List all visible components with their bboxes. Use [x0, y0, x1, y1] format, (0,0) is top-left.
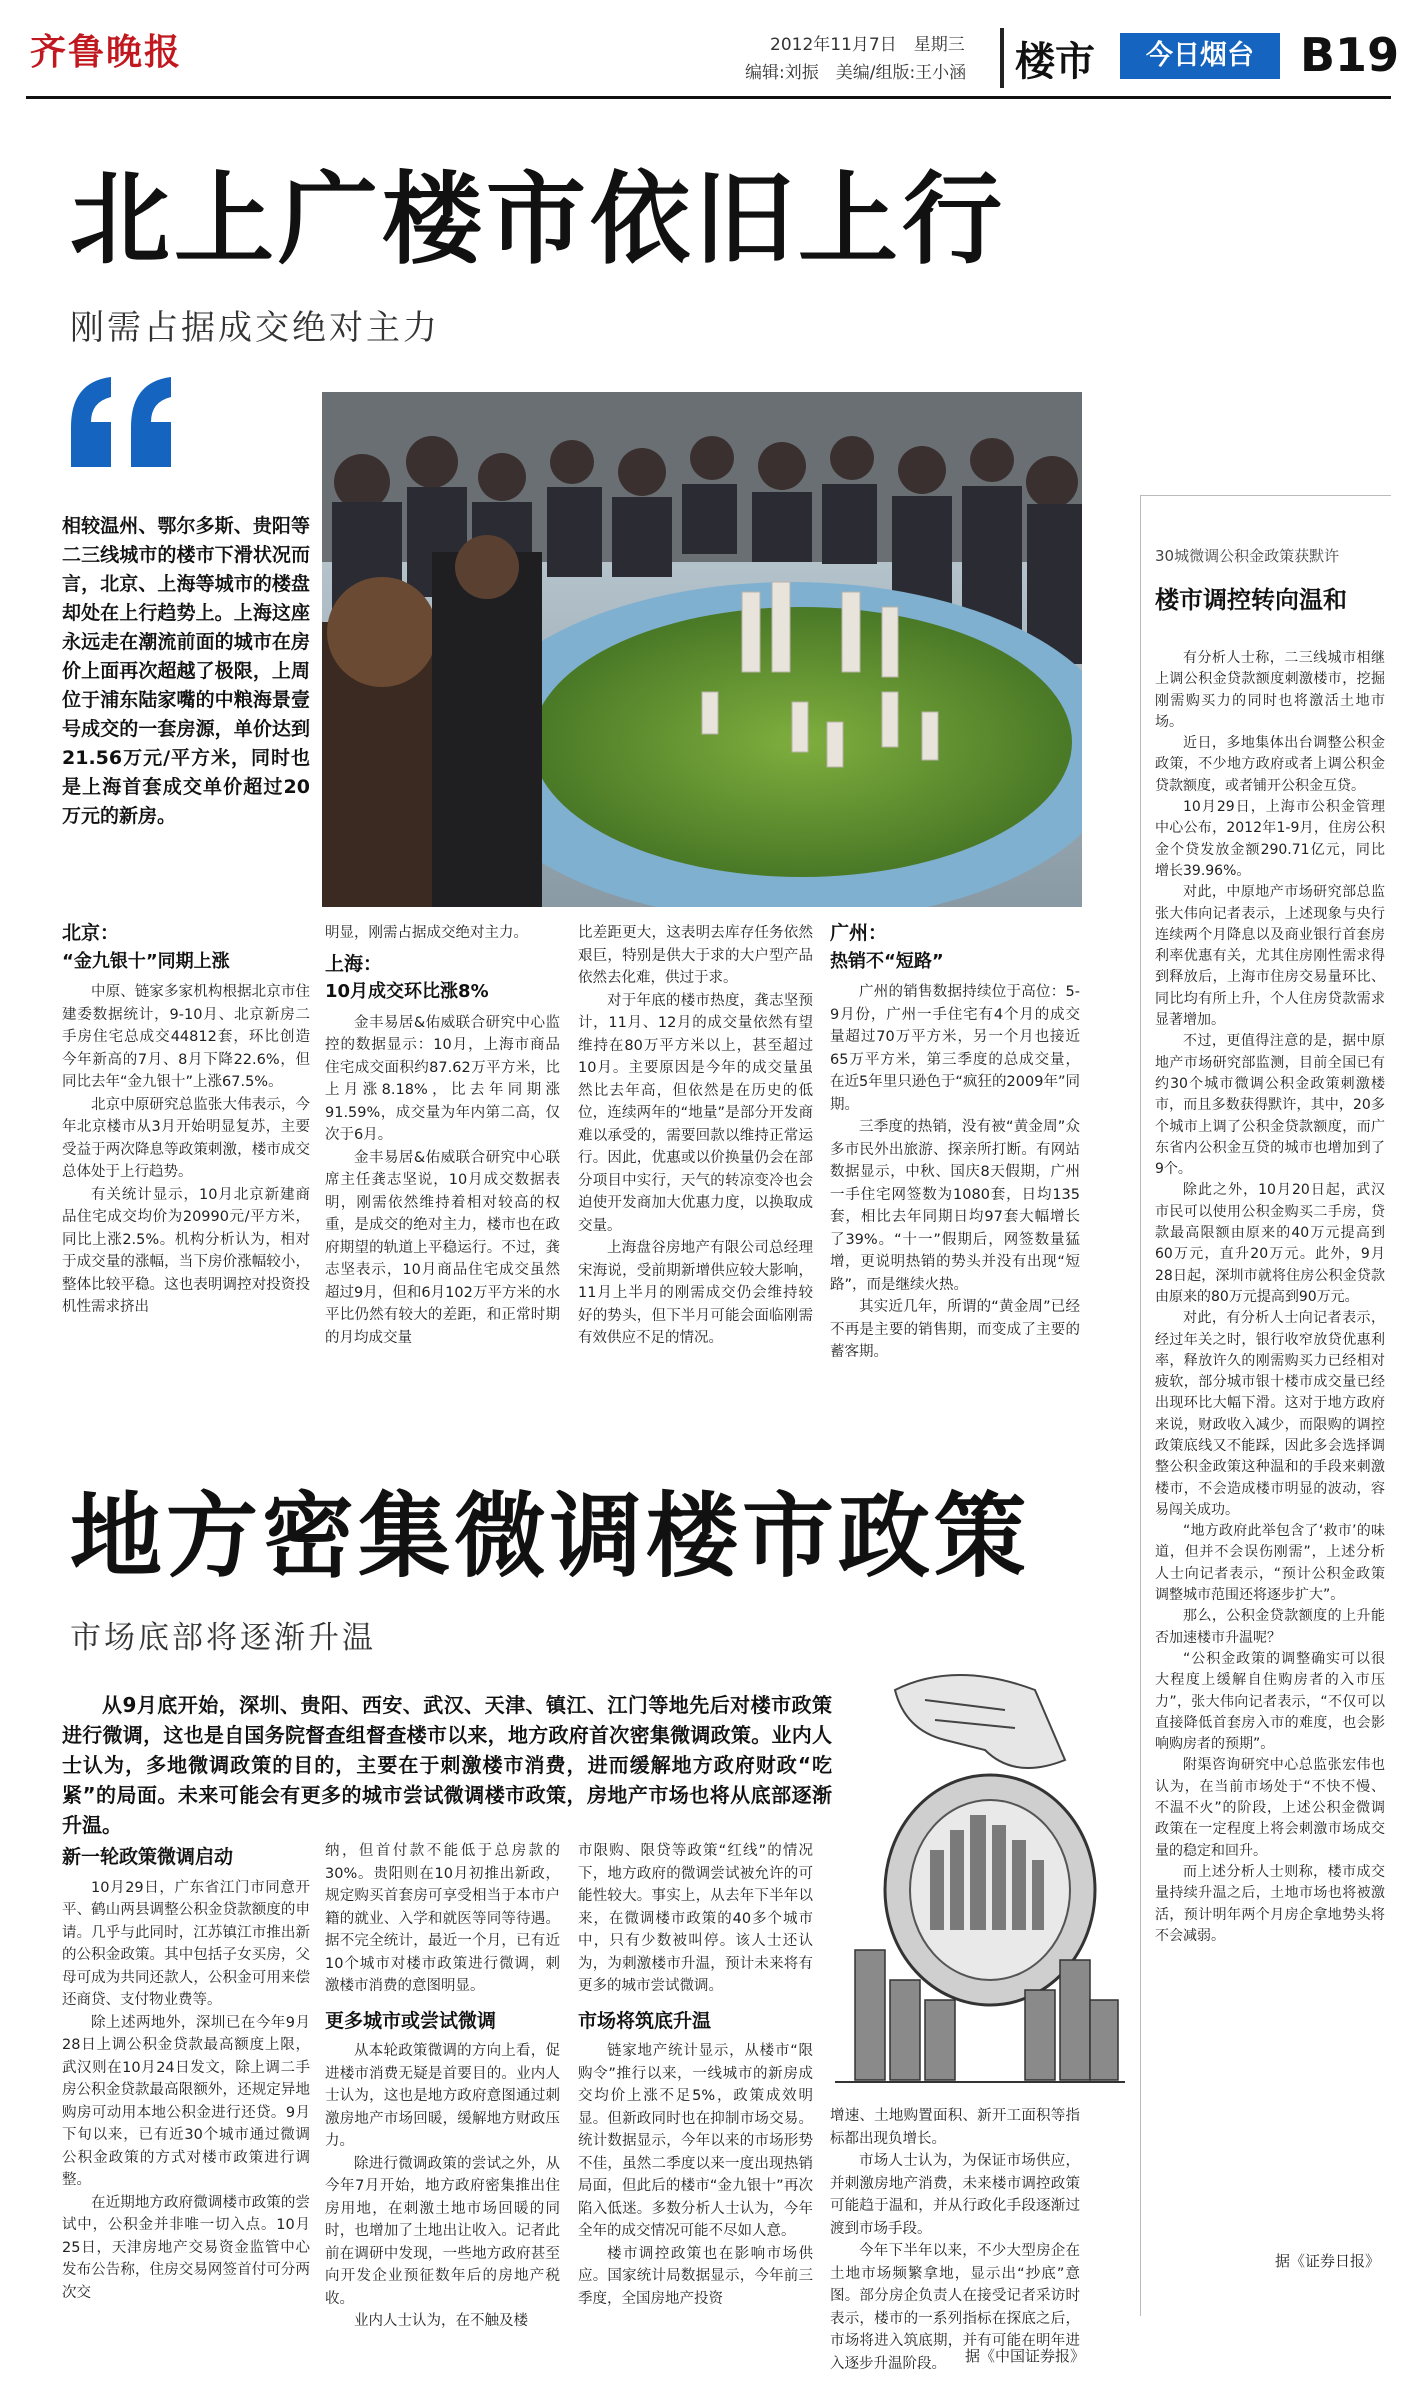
quote-mark-icon — [66, 372, 186, 472]
body-paragraph: 纳，但首付款不能低于总房款的30%。贵阳则在10月初推出新政，规定购买首套房可享受相当于本市户籍的就业、入学和就医等同等待遇。据不完全统计，最近一个月，已有近10个城市对楼市政策进行微调，刺激楼市消费的意图明显。 — [325, 1843, 560, 1994]
article2-subhead: 市场底部将逐渐升温 — [70, 1620, 376, 1656]
shanghai-city: 上海： — [325, 952, 383, 975]
body-paragraph: 对于年底的楼市热度，龚志坚预计，11月、12月的成交量依然有望维持在80万平方米以上，甚至超过10月。主要原因是今年的成交量虽然比去年高，但依然是在历史的低位，连续两年的“地量”是部分开发商难以承受的，需要回款以维持正常运行。因此，优惠或以价换量仍会在部分项目中实行，天气的转凉变冷也会迫使开发商加大优惠力度，以换取成交量。 — [578, 992, 813, 1234]
body-paragraph: 除进行微调政策的尝试之外，从今年7月开始，地方政府密集推出住房用地，在刺激土地市场回暖的同时，也增加了土地出让收入。记者此前在调研中发现，一些地方政府甚至向开发企业预征数年后的房地产税收。 — [325, 2155, 560, 2307]
issue-date: 2012年11月7日 星期三 — [770, 35, 965, 55]
sidebar-paragraph: 不过，更值得注意的是，据中原地产市场研究部监测，目前全国已有约30个城市微调公积金政策刺激楼市，而且多数获得默许，其中，20多个城市上调了公积金贷款额度，而广东省内公积金互贷的城市也增加到了9个。 — [1155, 1033, 1385, 1178]
body-paragraph: 明显，刚需占据成交绝对主力。 — [325, 925, 528, 941]
beijing-paragraph: 有关统计显示，10月北京新建商品住宅成交均价为20990元/平方米，同比上涨2.5%。机构分析认为，相对于成交量的涨幅，当下房价涨幅较小，整体比较平稳。这也表明调控对投资投机性需求挤出 — [62, 1186, 310, 1315]
shanghai-paragraph: 金丰易居&佑威联合研究中心监控的数据显示：10月，上海市商品住宅成交面积约87.62万平方米，比上月涨8.18%，比去年同期涨91.59%，成交量为年内第二高，仅次于6月。 — [325, 1014, 560, 1143]
sidebar-body — [1155, 648, 1385, 1947]
sidebar-paragraph: 除此之外，10月20日起，武汉市民可以使用公积金购买二手房，贷款最高限额由原来的40万元提高到60万元，直升20万元。此外，9月28日起，深圳市就将住房公积金贷款由原来的80万元提高到90万元。 — [1155, 1182, 1385, 1305]
article1-col2 — [325, 922, 560, 1349]
sidebar-title: 楼市调控转向温和 — [1155, 586, 1347, 614]
sidebar-paragraph: 有分析人士称，二三线城市相继上调公积金贷款额度刺激楼市，挖掘刚需购买力的同时也将激活土地市场。 — [1155, 650, 1385, 730]
sidebar-paragraph: 近日，多地集体出台调整公积金政策，不少地方政府或者上调公积金贷款额度，或者铺开公积金互贷。 — [1155, 735, 1385, 794]
body-paragraph: 增速、土地购置面积、新开工面积等指标都出现负增长。 — [830, 2108, 1080, 2147]
body-paragraph: 从本轮政策微调的方向上看，促进楼市消费无疑是首要目的。业内人士认为，这也是地方政府意图通过刺激房地产市场回暖，缓解地方财政压力。 — [325, 2043, 560, 2149]
beijing-subhead: “金九银十”同期上涨 — [62, 950, 230, 972]
article1-col4 — [830, 922, 1080, 1364]
section-subhead: 更多城市或尝试微调 — [325, 2009, 497, 2032]
sand-table-photo — [322, 392, 1082, 907]
sidebar-paragraph: 对此，有分析人士向记者表示，经过年关之时，银行收窄放贷优惠利率，释放许久的刚需购买力已经相对疲软，部分城市银十楼市成交量已经出现环比大幅下滑。这对于地方政府来说，财政收入减少，而限购的调控政策底线又不能踩，因此多会选择调整公积金政策这种温和的手段来刺激楼市，不会造成楼市明显的波动，容易闯关成功。 — [1155, 1310, 1385, 1518]
article1-col1 — [62, 922, 310, 1319]
section-subhead: 新一轮政策微调启动 — [62, 1846, 234, 1868]
guangzhou-subhead: 热销不“短路” — [830, 950, 944, 972]
newspaper-logo: 齐鲁晚报 — [30, 31, 183, 73]
sidebar-source: 据《证券日报》 — [1275, 2252, 1381, 2270]
section-name: 楼市 — [1015, 39, 1095, 85]
sidebar-paragraph: 而上述分析人士则称，楼市成交量持续升温之后，土地市场也将被激活，预计明年两个月房企拿地势头将不会减弱。 — [1155, 1863, 1385, 1944]
section-subhead: 市场将筑底升温 — [578, 2009, 712, 2032]
sidebar-paragraph: 10月29日，上海市公积金管理中心公布，2012年1-9月，住房公积金个贷发放金额290.71亿元，同比增长39.96%。 — [1155, 799, 1385, 879]
body-paragraph: 市场人士认为，为保证市场供应，并刺激房地产消费，未来楼市调控政策可能趋于温和，并从行政化手段逐渐过渡到市场手段。 — [830, 2153, 1080, 2237]
body-paragraph: 除上述两地外，深圳已在今年9月28日上调公积金贷款最高额度上限，武汉则在10月24日发文，除上调二手房公积金贷款最高限额外，还规定异地购房可动用本地公积金进行还贷。9月下旬以来，已有近30个城市通过微调公积金政策的方式对楼市政策进行调整。 — [62, 2014, 310, 2188]
shanghai-subhead: 10月成交环比涨8% — [325, 981, 489, 1002]
article2-col3 — [578, 1840, 813, 2310]
body-paragraph: 市限购、限贷等政策“红线”的情况下，地方政府的微调尝试被允许的可能性较大。事实上，从去年下半年以来，在微调楼市政策的40多个城市中，只有少数被叫停。该人士还认为，为刺激楼市升温，预计未来将有更多的城市尝试微调。 — [578, 1843, 813, 1994]
sidebar-paragraph: “公积金政策的调整确实可以很大程度上缓解自住购房者的入市压力”，张大伟向记者表示，“不仅可以直接降低首套房入市的难度，也会影响购房者的预期”。 — [1155, 1650, 1385, 1753]
body-paragraph: 今年下半年以来，不少大型房企在土地市场频繁拿地，显示出“抄底”意图。部分房企负责人在接受记者采访时表示，楼市的一系列指标在探底之后，市场将进入筑底期，并有可能在明年进入逐步升温阶段。 — [830, 2243, 1080, 2372]
body-paragraph: 比差距更大，这表明去库存任务依然艰巨，特别是供大于求的大户型产品依然去化难，供过于求。 — [578, 925, 813, 986]
header-divider — [1000, 28, 1004, 88]
sidebar-paragraph: 对此，中原地产市场研究部总监张大伟向记者表示，上述现象与央行连续两个月降息以及商业银行首套房利率优惠有关，尤其住房刚性需求得到释放后，上海市住房交易量环比、同比均有所上升，个人住房贷款需求显著增加。 — [1155, 884, 1385, 1029]
header-rule — [26, 96, 1391, 99]
body-paragraph: 楼市调控政策也在影响市场供应。国家统计局数据显示，今年前三季度，全国房地产投资 — [578, 2245, 813, 2307]
article1-col3 — [578, 922, 813, 1350]
coin-hand-illustration — [835, 1650, 1125, 2100]
body-paragraph: 在近期地方政府微调楼市政策的尝试中，公积金并非唯一切入点。10月25日，天津房地产交易资金监管中心发布公告称，住房交易网签首付可分两次交 — [62, 2194, 310, 2301]
article2-col4 — [830, 2105, 1080, 2375]
beijing-paragraph: 北京中原研究总监张大伟表示，今年北京楼市从3月开始明显复苏，主要受益于两次降息等政策刺激，楼市成交总体处于上行趋势。 — [62, 1096, 310, 1180]
body-paragraph: 链家地产统计显示，从楼市“限购令”推行以来，一线城市的新房成交均价上涨不足5%，政策成效明显。但新政同时也在抑制市场交易。统计数据显示，今年以来的市场形势不佳，虽然二季度以来一度出现热销局面，但此后的楼市“金九银十”再次陷入低迷。多数分析人士认为，今年全年的成交情况可能不尽如人意。 — [578, 2043, 813, 2239]
guangzhou-paragraph: 广州的销售数据持续位于高位：5-9月份，广州一手住宅有4个月的成交量超过70万平方米，另一个月也接近65万平方米，第三季度的总成交量，在近5年里只逊色于“疯狂的2009年”同期。 — [830, 984, 1080, 1113]
shanghai-paragraph: 金丰易居&佑威联合研究中心联席主任龚志坚说，10月成交数据表明，刚需依然维持着相对较高的权重，是成交的绝对主力，楼市也在政府期望的轨道上平稳运行。不过，龚志坚表示，10月商品住宅成交虽然超过9月，但和6月102万平方米的水平比仍然有较大的差距，和正常时期的月均成交量 — [325, 1149, 560, 1346]
article1-subhead: 刚需占据成交绝对主力 — [70, 308, 440, 348]
article1-headline: 北上广楼市依旧上行 — [70, 161, 1006, 278]
article2-lead: 从9月底开始，深圳、贵阳、西安、武汉、天津、镇江、江门等地先后对楼市政策进行微调，这也是自国务院督查组督查楼市以来，地方政府首次密集微调政策。业内人士认为，多地微调政策的目的，主要在于刺激楼市消费，进而缓解地方政府财政“吃紧”的局面。未来可能会有更多的城市尝试微调楼市政策，房地产市场也将从底部逐渐升温。 — [62, 1693, 832, 1837]
sidebar-kicker: 30城微调公积金政策获默许 — [1155, 547, 1340, 565]
guangzhou-city: 广州： — [830, 922, 888, 944]
section-tag: 今日烟台 — [1120, 33, 1280, 79]
article2-source: 据《中国证券报》 — [965, 2347, 1086, 2365]
article2-headline: 地方密集微调楼市政策 — [70, 1483, 1031, 1590]
article1-lead: 相较温州、鄂尔多斯、贵阳等二三线城市的楼市下滑状况而言，北京、上海等城市的楼盘却处在上行趋势上。上海这座永远走在潮流前面的城市在房价上面再次超越了极限，上周位于浦东陆家嘴的中粮海景壹号成交的一套房源，单价达到21.56万元/平方米，同时也是上海首套成交单价超过20万元的新房。 — [62, 515, 310, 827]
article2-col2 — [325, 1840, 560, 2333]
sidebar-paragraph: “地方政府此举包含了‘救市’的味道，但并不会误伤刚需”，上述分析人士向记者表示，“预计公积金政策调整城市范围还将逐步扩大”。 — [1155, 1523, 1385, 1604]
body-paragraph: 业内人士认为，在不触及楼 — [354, 2313, 528, 2329]
guangzhou-paragraph: 三季度的热销，没有被“黄金周”众多市民外出旅游、探亲所打断。有网站数据显示，中秋、国庆8天假期，广州一手住宅网签数为1080套，日均135套，相比去年同期日均97套大幅增长了39%。“十一”假期后，网签数量猛增，更说明热销的势头并没有出现“短路”，而是继续火热。 — [830, 1119, 1080, 1293]
sidebar-paragraph: 附渠咨询研究中心总监张宏伟也认为，在当前市场处于“不快不慢、不温不火”的阶段，上述公积金微调政策在一定程度上将会刺激市场成交量的稳定和回升。 — [1155, 1757, 1385, 1859]
guangzhou-paragraph: 其实近几年，所谓的“黄金周”已经不再是主要的销售期，而变成了主要的蓄客期。 — [830, 1299, 1080, 1360]
editors-line: 编辑:刘振 美编/组版:王小涵 — [745, 63, 967, 83]
sidebar-paragraph: 那么，公积金贷款额度的上升能否加速楼市升温呢？ — [1155, 1608, 1385, 1646]
page-number: B19 — [1300, 28, 1400, 82]
body-paragraph: 10月29日，广东省江门市同意开平、鹤山两县调整公积金贷款额度的申请。几乎与此同时，江苏镇江市推出新的公积金政策。其中包括子女买房，父母可成为共同还款人，公积金可用来偿还商贷、支付物业费等。 — [62, 1879, 310, 2008]
beijing-city: 北京： — [62, 922, 120, 944]
body-paragraph: 上海盘谷房地产有限公司总经理宋海说，受前期新增供应较大影响，11月上半月的刚需成交仍会维持较好的势头，但下半月可能会面临刚需有效供应不足的情况。 — [578, 1240, 813, 1346]
article2-col1 — [62, 1840, 310, 2304]
beijing-paragraph: 中原、链家多家机构根据北京市住建委数据统计，9-10月、北京新房二手房住宅总成交44812套，环比创造今年新高的7月、8月下降22.6%，但同比去年“金九银十”上涨67.5%。 — [62, 984, 310, 1090]
